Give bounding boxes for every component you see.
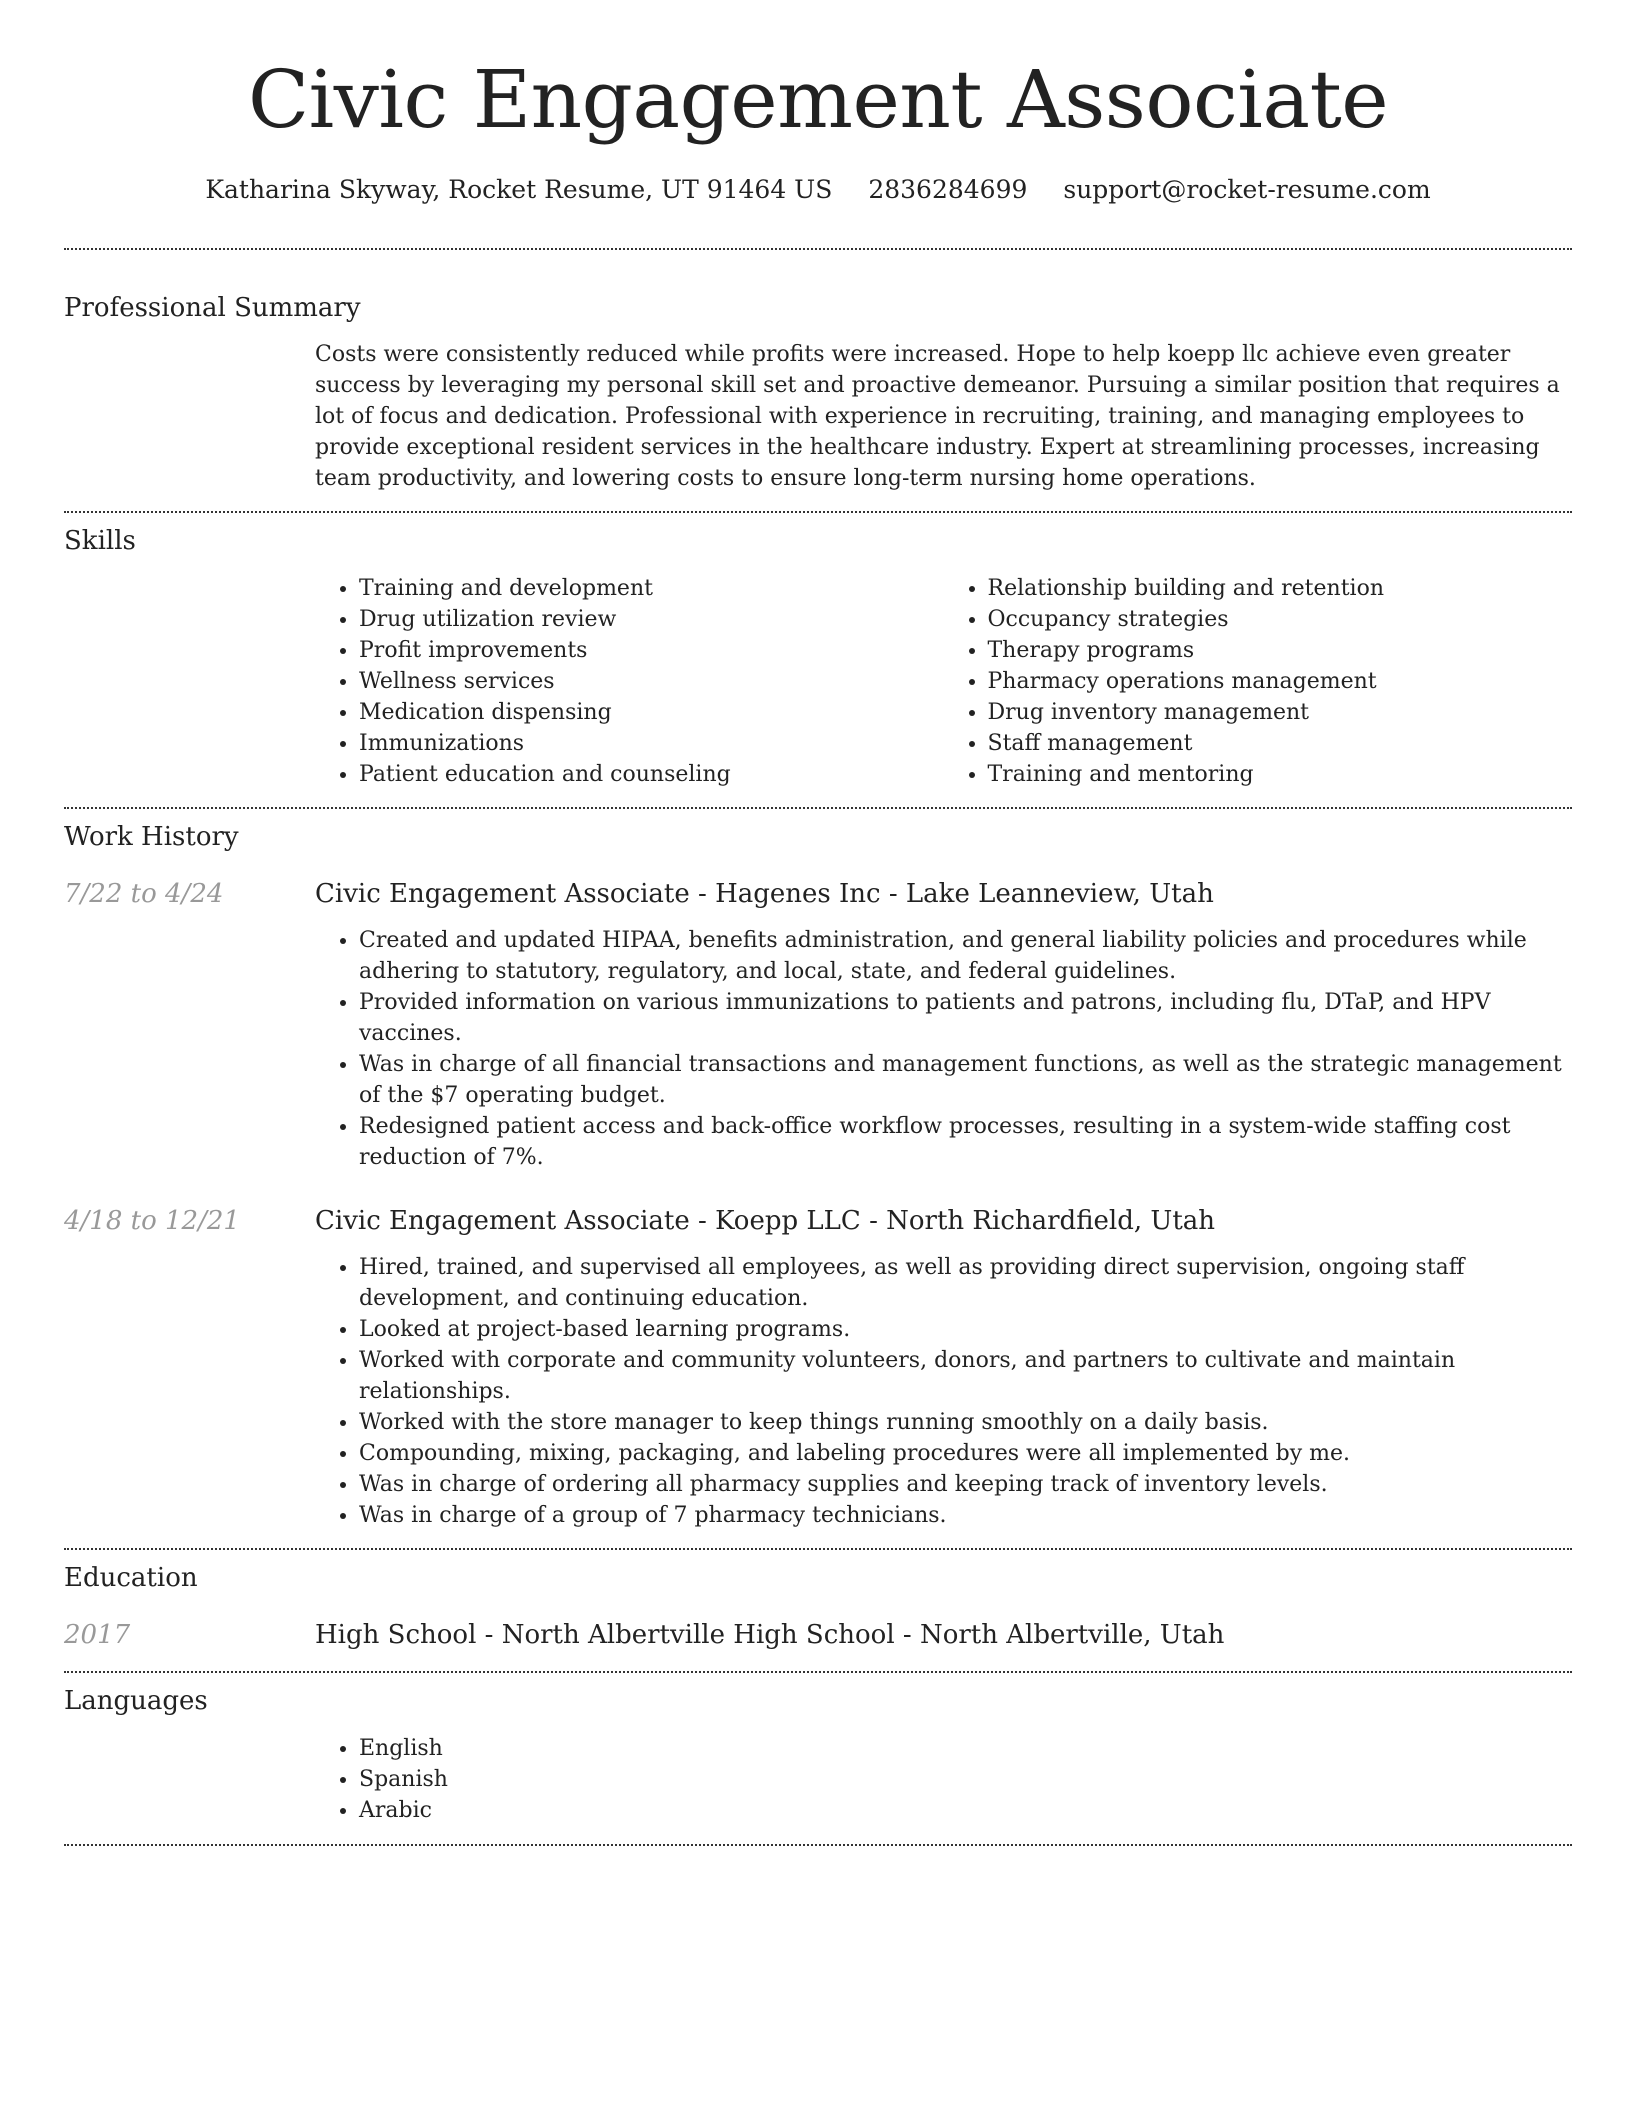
divider — [64, 1844, 1572, 1846]
job-bullet: • Redesigned patient access and back-office workflow processes, resulting in a system-wide staffing cost reduction of 7%. — [359, 1111, 1572, 1173]
skill-item: • Pharmacy operations management — [988, 666, 1573, 697]
job-dates: 7/22 to 4/24 — [64, 879, 224, 909]
skills-section — [64, 523, 1572, 790]
job-bullets — [315, 925, 1572, 1173]
job-bullet: • Looked at project-based learning programs. — [359, 1314, 1572, 1345]
skill-item: • Training and mentoring — [988, 759, 1573, 790]
skill-item: • Relationship building and retention — [988, 573, 1573, 604]
section-title-education: Education — [64, 1563, 198, 1593]
job-bullets — [315, 1252, 1572, 1531]
candidate-name: Civic Engagement Associate — [247, 53, 1389, 146]
skill-item: • Wellness services — [359, 666, 944, 697]
divider — [64, 807, 1572, 809]
job-bullet: • Was in charge of ordering all pharmacy supplies and keeping track of inventory levels. — [359, 1469, 1572, 1500]
job-title: Civic Engagement Associate - Koepp LLC - North Richardfield, Utah — [315, 1206, 1216, 1236]
education-entry — [64, 1617, 1572, 1653]
job-entry — [64, 1203, 1572, 1531]
job-bullet-list — [315, 925, 1572, 1173]
contact-line — [64, 172, 1572, 208]
section-title-languages: Languages — [64, 1686, 208, 1716]
job-bullet: • Provided information on various immunizations to patients and patrons, including flu, DTaP, and HPV vaccines. — [359, 987, 1572, 1049]
contact-email: support@rocket-resume.com — [1063, 175, 1431, 204]
job-bullet: • Compounding, mixing, packaging, and labeling procedures were all implemented by me. — [359, 1438, 1572, 1469]
section-title-skills: Skills — [64, 526, 136, 556]
languages-list — [315, 1733, 1572, 1826]
skill-item: • Staff management — [988, 728, 1573, 759]
job-bullet-list — [315, 1252, 1572, 1531]
job-entry — [64, 876, 1572, 1173]
divider — [64, 248, 1572, 250]
languages-section — [64, 1683, 1572, 1826]
skill-item: • Drug utilization review — [359, 604, 944, 635]
job-dates: 4/18 to 12/21 — [64, 1206, 240, 1236]
skills-list-left — [315, 573, 944, 790]
skill-item: • Therapy programs — [988, 635, 1573, 666]
section-title-work: Work History — [64, 822, 239, 852]
section-title-summary: Professional Summary — [64, 293, 361, 323]
job-bullet: • Was in charge of all financial transactions and management functions, as well as the strategic management of the $7 operating budget. — [359, 1049, 1572, 1111]
job-header — [64, 876, 1572, 912]
contact-address: Katharina Skyway, Rocket Resume, UT 91464 US — [205, 175, 833, 204]
job-title: Civic Engagement Associate - Hagenes Inc - Lake Leanneview, Utah — [315, 879, 1214, 909]
education-section — [64, 1560, 1572, 1653]
skill-item: • Medication dispensing — [359, 697, 944, 728]
skill-item: • Profit improvements — [359, 635, 944, 666]
languages-body — [315, 1733, 1572, 1826]
language-item: • Spanish — [359, 1764, 1572, 1795]
job-header — [64, 1203, 1572, 1239]
job-bullet: • Created and updated HIPAA, benefits administration, and general liability policies and procedures while adhering to statutory, regulatory, and local, state, and federal guidelines. — [359, 925, 1572, 987]
education-year: 2017 — [64, 1620, 131, 1650]
skills-grid — [315, 573, 1572, 790]
skill-item: • Drug inventory management — [988, 697, 1573, 728]
skill-item: • Training and development — [359, 573, 944, 604]
language-item: • English — [359, 1733, 1572, 1764]
job-bullet: • Worked with the store manager to keep things running smoothly on a daily basis. — [359, 1407, 1572, 1438]
work-section — [64, 819, 1572, 1531]
skills-list-right — [944, 573, 1573, 790]
job-bullet: • Was in charge of a group of 7 pharmacy technicians. — [359, 1500, 1572, 1531]
skill-item: • Patient education and counseling — [359, 759, 944, 790]
skill-item: • Occupancy strategies — [988, 604, 1573, 635]
job-bullet: • Hired, trained, and supervised all employees, as well as providing direct supervision, ongoing staff development, and continuing education. — [359, 1252, 1572, 1314]
skill-item: • Immunizations — [359, 728, 944, 759]
divider — [64, 511, 1572, 513]
contact-phone: 2836284699 — [868, 175, 1028, 204]
job-bullet: • Worked with corporate and community volunteers, donors, and partners to cultivate and maintain relationships. — [359, 1345, 1572, 1407]
resume-page — [64, 0, 1572, 1846]
summary-body — [315, 339, 1572, 494]
summary-section — [64, 290, 1572, 494]
divider — [64, 1548, 1572, 1550]
summary-text: Costs were consistently reduced while profits were increased. Hope to help koepp llc achieve even greater success by leveraging my personal skill set and proactive demeanor. Pursuing a similar position that requires a lot of focus and dedication. Professional with experience in recruiting, training, and managing employees to provide exceptional resident services in the healthcare industry. Expert at streamlining processes, increasing team productivity, and lowering costs to ensure long-term nursing home operations. — [315, 342, 1560, 491]
education-title: High School - North Albertville High School - North Albertville, Utah — [315, 1620, 1225, 1650]
language-item: • Arabic — [359, 1795, 1572, 1826]
divider — [64, 1671, 1572, 1673]
